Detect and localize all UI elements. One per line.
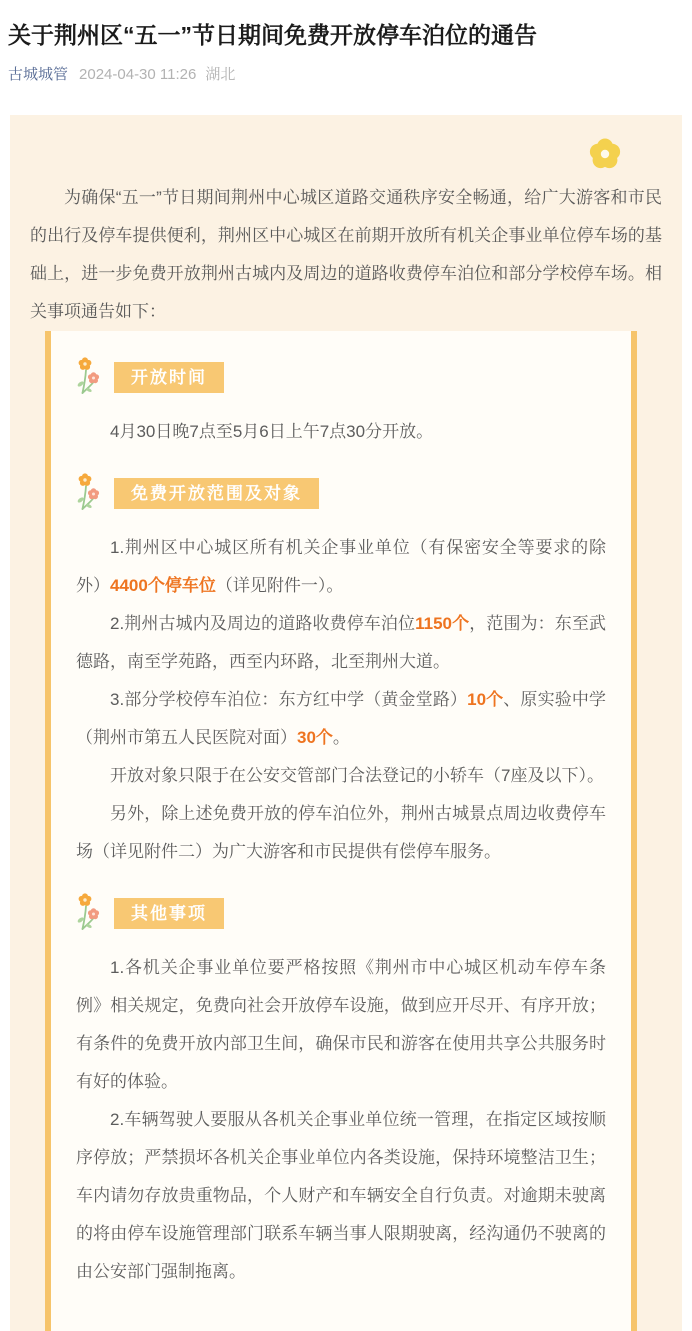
body-paragraph bbox=[76, 757, 606, 795]
text-segment: 3.部分学校停车泊位：东方红中学（黄金堂路） bbox=[110, 690, 468, 710]
text-segment: 2.车辆驾驶人要服从各机关企事业单位统一管理，在指定区域按顺序停放；严禁损坏各机关企事业单位内各类设施，保持环境整洁卫生；车内请勿存放贵重物品，个人财产和车辆安全自行负责。对逾期未驶离的将由停车设施管理部门联系车辆当事人限期驶离，经沟通仍不驶离的由公安部门强制拖离。 bbox=[76, 1110, 606, 1282]
section-header bbox=[76, 357, 606, 397]
highlight-number: 30个 bbox=[297, 728, 333, 748]
text-segment: 2.荆州古城内及周边的道路收费停车泊位 bbox=[110, 614, 416, 634]
body-paragraph bbox=[76, 413, 606, 451]
text-segment: 、原实验中学（荆州市第五人民医院对面） bbox=[76, 690, 606, 748]
notice-section bbox=[76, 893, 606, 1291]
text-segment: 另外，除上述免费开放的停车泊位外，荆州古城景点周边收费停车场（详见附件二）为广大游客和市民提供有偿停车服务。 bbox=[76, 804, 606, 862]
lower-flower bbox=[88, 908, 99, 919]
lower-flower bbox=[88, 488, 99, 499]
byline bbox=[0, 51, 692, 85]
text-segment: 开放对象只限于在公安交管部门合法登记的小轿车（7座及以下）。 bbox=[110, 766, 604, 786]
section-header bbox=[76, 893, 606, 933]
highlight-number: 1150个 bbox=[415, 614, 470, 634]
text-segment: 4月30日晚7点至5月6日上午7点30分开放。 bbox=[110, 422, 434, 442]
body-paragraph bbox=[76, 681, 606, 757]
author-link[interactable]: 古城城管 bbox=[8, 66, 69, 84]
article-title: 关于荆州区“五一”节日期间免费开放停车泊位的通告 bbox=[8, 22, 537, 48]
top-flower bbox=[79, 473, 92, 486]
notice-card bbox=[45, 331, 637, 1331]
flower-deco-icon bbox=[588, 137, 624, 173]
flower-bouquet-icon bbox=[76, 357, 101, 397]
body-paragraph bbox=[76, 949, 606, 1101]
notice-section bbox=[76, 357, 606, 451]
content-container bbox=[10, 115, 682, 1331]
text-segment: 1.荆州区中心城区所有机关企事业单位（有保密安全等要求的除外） bbox=[76, 538, 606, 596]
text-segment: ，范围为：东至武德路，南至学苑路，西至内环路，北至荆州大道。 bbox=[76, 614, 606, 672]
lower-flower bbox=[88, 372, 99, 383]
highlight-number: 4400个停车位 bbox=[110, 576, 216, 596]
flower-bouquet-icon bbox=[76, 473, 101, 513]
body-paragraph bbox=[76, 529, 606, 605]
section-header bbox=[76, 473, 606, 513]
body-paragraph bbox=[76, 1101, 606, 1291]
section-heading-badge: 开放时间 bbox=[114, 362, 224, 393]
section-heading-badge: 免费开放范围及对象 bbox=[114, 478, 319, 509]
top-flower bbox=[79, 893, 92, 906]
body-paragraph bbox=[76, 795, 606, 871]
section-heading-badge: 其他事项 bbox=[114, 898, 224, 929]
top-flower bbox=[79, 357, 92, 370]
publish-time: 2024-04-30 11:26 bbox=[79, 66, 197, 84]
highlight-number: 10个 bbox=[467, 690, 504, 710]
text-segment: 1.各机关企事业单位要严格按照《荆州市中心城区机动车停车条例》相关规定，免费向社会开放停车设施，做到应开尽开、有序开放；有条件的免费开放内部卫生间，确保市民和游客在使用共享公共服务时有好的体验。 bbox=[76, 958, 606, 1092]
text-segment: 。 bbox=[332, 728, 350, 748]
text-segment: （详见附件一）。 bbox=[215, 576, 344, 596]
publish-location: 湖北 bbox=[205, 66, 236, 84]
flower-bouquet-icon bbox=[76, 893, 101, 933]
intro-paragraph: 为确保“五一”节日期间荆州中心城区道路交通秩序安全畅通，给广大游客和市民的出行及停车提供便利，荆州区中心城区在前期开放所有机关企事业单位停车场的基础上，进一步免费开放荆州古城内及周边的道路收费停车泊位和部分学校停车场。相关事项通告如下： bbox=[30, 188, 662, 322]
notice-section bbox=[76, 473, 606, 871]
body-paragraph bbox=[76, 605, 606, 681]
